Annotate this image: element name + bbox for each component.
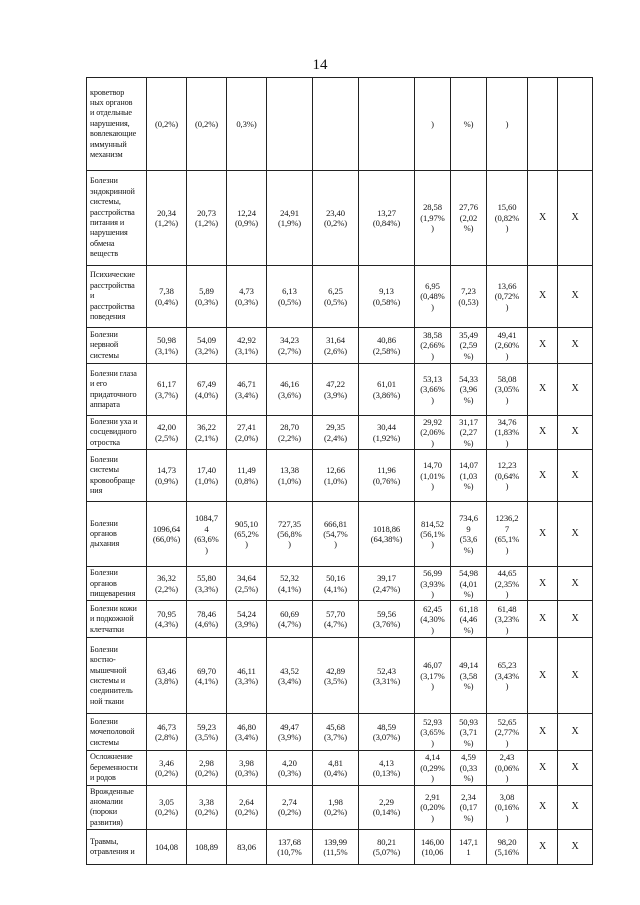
table-cell: 11,96 (0,76%): [359, 450, 415, 502]
table-cell: 3,98 (0,3%): [227, 751, 267, 785]
table-cell: X: [528, 714, 558, 751]
table-row: [87, 830, 593, 865]
table-cell: 78,46 (4,6%): [187, 601, 227, 638]
table-cell: 1,98 (0,2%): [313, 785, 359, 830]
table-cell: 83,06: [227, 830, 267, 865]
table-cell: X: [528, 266, 558, 328]
table-cell: (0,2%): [147, 78, 187, 171]
table-cell: 4,81 (0,4%): [313, 751, 359, 785]
table-cell: 54,98 (4,01 %): [451, 567, 487, 601]
table-cell: 57,70 (4,7%): [313, 601, 359, 638]
table-cell: 50,98 (3,1%): [147, 328, 187, 364]
table-row: [87, 364, 593, 416]
table-row: [87, 638, 593, 714]
table-row: [87, 785, 593, 830]
table-cell: 61,18 (4,46 %): [451, 601, 487, 638]
table-cell: 14,07 (1,03 %): [451, 450, 487, 502]
table-row: [87, 266, 593, 328]
table-cell: 38,58 (2,66% ): [415, 328, 451, 364]
table-cell: 12,24 (0,9%): [227, 171, 267, 266]
table-cell: 17,40 (1,0%): [187, 450, 227, 502]
table-cell: X: [528, 638, 558, 714]
table-cell: 98,20 (5,16%: [487, 830, 528, 865]
table-cell: 53,13 (3,66% ): [415, 364, 451, 416]
table-cell: X: [558, 416, 593, 450]
row-label-cell: Психические расстройства и расстройства поведения: [87, 266, 147, 328]
row-label-cell: Осложнение беременности и родов: [87, 751, 147, 785]
table-cell: X: [558, 714, 593, 751]
table-cell: 46,73 (2,8%): [147, 714, 187, 751]
table-cell: [267, 78, 313, 171]
table-cell: 80,21 (5,07%): [359, 830, 415, 865]
table-cell: 36,22 (2,1%): [187, 416, 227, 450]
table-cell: 24,91 (1,9%): [267, 171, 313, 266]
table-cell: 3,38 (0,2%): [187, 785, 227, 830]
table-cell: 15,60 (0,82% ): [487, 171, 528, 266]
table-cell: X: [528, 502, 558, 567]
table-cell: 42,89 (3,5%): [313, 638, 359, 714]
table-cell: 23,40 (0,2%): [313, 171, 359, 266]
table-cell: 52,65 (2,77% ): [487, 714, 528, 751]
table-cell: 61,48 (3,23% ): [487, 601, 528, 638]
table-row: [87, 601, 593, 638]
table-cell: 39,17 (2,47%): [359, 567, 415, 601]
table-cell: X: [558, 364, 593, 416]
table-cell: 7,38 (0,4%): [147, 266, 187, 328]
table-cell: 6,95 (0,48% ): [415, 266, 451, 328]
table-cell: 1236,2 7 (65,1% ): [487, 502, 528, 567]
table-cell: 50,16 (4,1%): [313, 567, 359, 601]
table-cell: 28,58 (1,97% ): [415, 171, 451, 266]
table-cell: 46,71 (3,4%): [227, 364, 267, 416]
table-cell: X: [558, 601, 593, 638]
table-cell: 2,43 (0,06% ): [487, 751, 528, 785]
table-cell: 36,32 (2,2%): [147, 567, 187, 601]
table-cell: [313, 78, 359, 171]
table-row: [87, 714, 593, 751]
table-cell: 29,35 (2,4%): [313, 416, 359, 450]
table-cell: 49,41 (2,60% ): [487, 328, 528, 364]
table-cell: 2,29 (0,14%): [359, 785, 415, 830]
row-label-cell: Болезни органов пищеварения: [87, 567, 147, 601]
table-cell: 49,47 (3,9%): [267, 714, 313, 751]
table-cell: [359, 78, 415, 171]
table-cell: 12,23 (0,64% ): [487, 450, 528, 502]
table-cell: X: [528, 567, 558, 601]
table-cell: 48,59 (3,07%): [359, 714, 415, 751]
table-cell: 35,49 (2,59 %): [451, 328, 487, 364]
table-cell: 31,64 (2,6%): [313, 328, 359, 364]
table-cell: 70,95 (4,3%): [147, 601, 187, 638]
table-cell: 137,68 (10,7%: [267, 830, 313, 865]
table-cell: 47,22 (3,9%): [313, 364, 359, 416]
table-cell: 43,52 (3,4%): [267, 638, 313, 714]
table-cell: 20,73 (1,2%): [187, 171, 227, 266]
table-row: [87, 450, 593, 502]
table-row: [87, 502, 593, 567]
table-cell: 3,08 (0,16% ): [487, 785, 528, 830]
table-cell: 814,52 (56,1% ): [415, 502, 451, 567]
table-row: [87, 751, 593, 785]
table-cell: 67,49 (4,0%): [187, 364, 227, 416]
table-cell: 42,00 (2,5%): [147, 416, 187, 450]
row-label-cell: Болезни органов дыхания: [87, 502, 147, 567]
table-row: [87, 567, 593, 601]
table-cell: 4,20 (0,3%): [267, 751, 313, 785]
table-cell: 666,81 (54,7% ): [313, 502, 359, 567]
table-cell: 104,08: [147, 830, 187, 865]
table-cell: 46,80 (3,4%): [227, 714, 267, 751]
table-cell: 34,64 (2,5%): [227, 567, 267, 601]
table-cell: 52,93 (3,65% ): [415, 714, 451, 751]
table-cell: 1018,86 (64,38%): [359, 502, 415, 567]
table-cell: 65,23 (3,43% ): [487, 638, 528, 714]
table-cell: X: [558, 751, 593, 785]
table-cell: 13,66 (0,72% ): [487, 266, 528, 328]
table-cell: 2,64 (0,2%): [227, 785, 267, 830]
table-cell: [528, 78, 558, 171]
table-cell: 50,93 (3,71 %): [451, 714, 487, 751]
table-cell: 905,10 (65,2% ): [227, 502, 267, 567]
table-cell: 2,98 (0,2%): [187, 751, 227, 785]
table-cell: 27,76 (2,02 %): [451, 171, 487, 266]
row-label-cell: Болезни уха и сосцевидного отростка: [87, 416, 147, 450]
table-cell: X: [558, 830, 593, 865]
table-cell: 139,99 (11,5%: [313, 830, 359, 865]
table-cell: 59,56 (3,76%): [359, 601, 415, 638]
table-row: [87, 78, 593, 171]
table-cell: 61,01 (3,86%): [359, 364, 415, 416]
table-cell: 46,16 (3,6%): [267, 364, 313, 416]
table-cell: 60,69 (4,7%): [267, 601, 313, 638]
table-cell: 146,00 (10,06: [415, 830, 451, 865]
table-cell: 40,86 (2,58%): [359, 328, 415, 364]
table-cell: 2,34 (0,17 %): [451, 785, 487, 830]
table-cell: 6,13 (0,5%): [267, 266, 313, 328]
table-row: [87, 328, 593, 364]
row-label-cell: Болезни глаза и его придаточного аппарата: [87, 364, 147, 416]
table-cell: 734,6 9 (53,6 %): [451, 502, 487, 567]
table-cell: X: [528, 830, 558, 865]
table-cell: 42,92 (3,1%): [227, 328, 267, 364]
table-cell: X: [528, 328, 558, 364]
row-label-cell: кроветвор ных органов и отдельные нарушения, вовлекающие иммунный механизм: [87, 78, 147, 171]
table-cell: 108,89: [187, 830, 227, 865]
table-cell: 4,13 (0,13%): [359, 751, 415, 785]
table-cell: 4,59 (0,33 %): [451, 751, 487, 785]
table-cell: 55,80 (3,3%): [187, 567, 227, 601]
table-cell: 0,3%): [227, 78, 267, 171]
table-cell: ): [415, 78, 451, 171]
table-cell: X: [528, 416, 558, 450]
table-cell: 4,14 (0,29% ): [415, 751, 451, 785]
table-cell: X: [528, 450, 558, 502]
table-row: [87, 171, 593, 266]
table-cell: 14,73 (0,9%): [147, 450, 187, 502]
table-cell: 61,17 (3,7%): [147, 364, 187, 416]
table-cell: 69,70 (4,1%): [187, 638, 227, 714]
table-cell: 63,46 (3,8%): [147, 638, 187, 714]
table-cell: X: [528, 601, 558, 638]
table-cell: X: [528, 364, 558, 416]
table-cell: 147,1 1: [451, 830, 487, 865]
row-label-cell: Болезни мочеполовой системы: [87, 714, 147, 751]
table-cell: 13,27 (0,84%): [359, 171, 415, 266]
table-cell: (0,2%): [187, 78, 227, 171]
row-label-cell: Болезни костно- мышечной системы и соединитель ной ткани: [87, 638, 147, 714]
table-cell: X: [558, 567, 593, 601]
table-cell: 29,92 (2,06% ): [415, 416, 451, 450]
table-cell: X: [558, 266, 593, 328]
row-label-cell: Болезни нервной системы: [87, 328, 147, 364]
table-cell: 20,34 (1,2%): [147, 171, 187, 266]
table-row: [87, 416, 593, 450]
table-cell: %): [451, 78, 487, 171]
table-cell: 44,65 (2,35% ): [487, 567, 528, 601]
table-cell: 54,24 (3,9%): [227, 601, 267, 638]
table-cell: 6,25 (0,5%): [313, 266, 359, 328]
table-cell: X: [558, 638, 593, 714]
table-cell: 13,38 (1,0%): [267, 450, 313, 502]
table-cell: X: [558, 450, 593, 502]
table-cell: 2,91 (0,20% ): [415, 785, 451, 830]
table-cell: 34,76 (1,83% ): [487, 416, 528, 450]
table-cell: 56,99 (3,93% ): [415, 567, 451, 601]
table-cell: 59,23 (3,5%): [187, 714, 227, 751]
table-cell: 34,23 (2,7%): [267, 328, 313, 364]
table-cell: 11,49 (0,8%): [227, 450, 267, 502]
table-cell: 52,43 (3,31%): [359, 638, 415, 714]
table-cell: 54,33 (3,96 %): [451, 364, 487, 416]
table-cell: 52,32 (4,1%): [267, 567, 313, 601]
table-cell: ): [487, 78, 528, 171]
table-cell: 5,89 (0,3%): [187, 266, 227, 328]
table-cell: X: [558, 328, 593, 364]
table-cell: [558, 78, 593, 171]
table-cell: X: [558, 502, 593, 567]
table-cell: X: [528, 751, 558, 785]
table-cell: X: [558, 785, 593, 830]
table-cell: X: [528, 785, 558, 830]
table-cell: 31,17 (2,27 %): [451, 416, 487, 450]
table-cell: 3,46 (0,2%): [147, 751, 187, 785]
table-cell: 727,35 (56,8% ): [267, 502, 313, 567]
row-label-cell: Травмы, отравления и: [87, 830, 147, 865]
table-cell: 45,68 (3,7%): [313, 714, 359, 751]
table-cell: 46,11 (3,3%): [227, 638, 267, 714]
table-cell: 28,70 (2,2%): [267, 416, 313, 450]
row-label-cell: Болезни кожи и подкожной клетчатки: [87, 601, 147, 638]
table-cell: 1084,7 4 (63,6% ): [187, 502, 227, 567]
disease-statistics-table: [86, 77, 593, 865]
table-cell: 58,08 (3,05% ): [487, 364, 528, 416]
table-cell: 62,45 (4,30% ): [415, 601, 451, 638]
table-body: [87, 78, 593, 865]
row-label-cell: Болезни системы кровообраще ния: [87, 450, 147, 502]
row-label-cell: Врожденные аномалии (пороки развития): [87, 785, 147, 830]
table-cell: 4,73 (0,3%): [227, 266, 267, 328]
table-cell: 46,07 (3,17% ): [415, 638, 451, 714]
table-cell: 30,44 (1,92%): [359, 416, 415, 450]
table-cell: 49,14 (3,58 %): [451, 638, 487, 714]
page-number: 14: [312, 57, 328, 73]
table-cell: 3,05 (0,2%): [147, 785, 187, 830]
table-cell: 7,23 (0,53): [451, 266, 487, 328]
table-cell: 12,66 (1,0%): [313, 450, 359, 502]
table-cell: 14,70 (1,01% ): [415, 450, 451, 502]
table-cell: 54,09 (3,2%): [187, 328, 227, 364]
table-cell: 9,13 (0,58%): [359, 266, 415, 328]
table-cell: X: [558, 171, 593, 266]
table-cell: 2,74 (0,2%): [267, 785, 313, 830]
table-cell: 1096,64 (66,0%): [147, 502, 187, 567]
table-cell: X: [528, 171, 558, 266]
table-cell: 27,41 (2,0%): [227, 416, 267, 450]
row-label-cell: Болезни эндокринной системы, расстройства питания и нарушения обмена веществ: [87, 171, 147, 266]
